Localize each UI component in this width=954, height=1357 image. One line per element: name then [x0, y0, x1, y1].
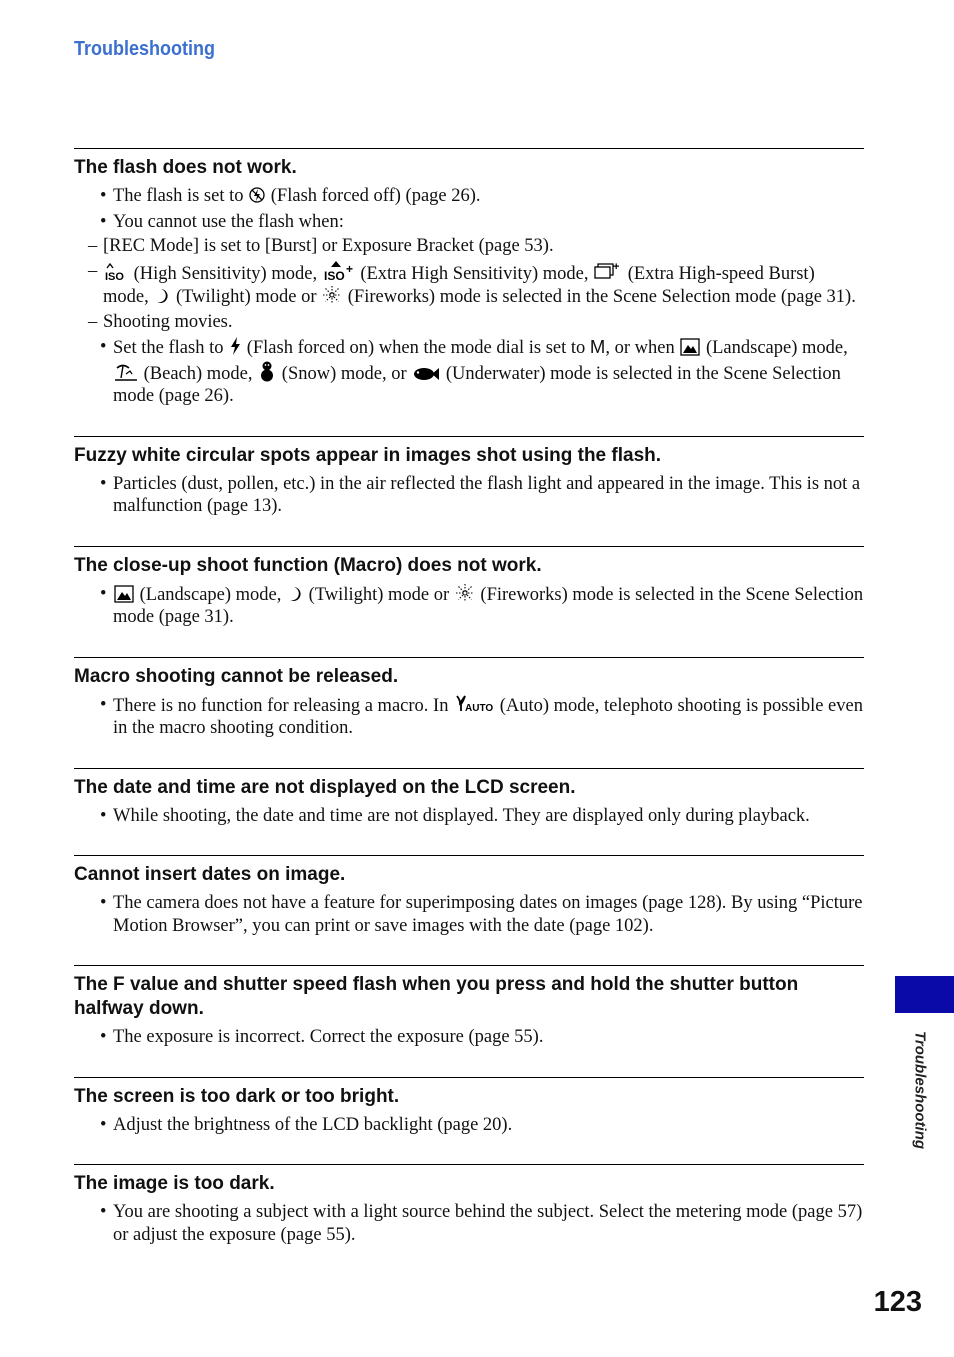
item-text: (Twilight) mode or: [171, 287, 322, 307]
sub-list-item: [103, 311, 864, 334]
item-text: The camera does not have a feature for superimposing dates on images (page 128). By using “Picture Motion Browser”, you can print or save images with the date (page 102).: [113, 893, 863, 936]
chapter-side-label: Troubleshooting: [911, 1030, 929, 1150]
item-text: (Fireworks) mode is selected in the Scene Selection mode (page 31).: [343, 287, 856, 307]
item-text: (Beach) mode,: [139, 363, 258, 384]
svg-text:+: +: [613, 260, 620, 273]
snow-icon: [258, 360, 276, 382]
item-text: You cannot use the flash when:: [113, 211, 344, 232]
item-text: (Landscape) mode,: [701, 338, 848, 358]
section-flash-does-not-work: [74, 148, 864, 408]
twilight-moon-icon: [154, 287, 170, 305]
section-heading: Cannot insert dates on image.: [74, 864, 346, 885]
item-text: (Extra High-speed Burst) mode,: [103, 263, 815, 307]
section-heading: The F value and shutter speed flash when you press and hold the shutter button halfway down.: [74, 974, 799, 1019]
list-item: [113, 1201, 864, 1246]
list-item: [113, 892, 864, 937]
landscape-icon: [680, 338, 700, 356]
item-text: Set the flash to: [113, 338, 229, 358]
svg-text:ISO: ISO: [323, 268, 345, 282]
section-heading: The date and time are not displayed on the LCD screen.: [74, 776, 576, 798]
bullet-list: [74, 473, 864, 518]
flash-off-icon: [249, 186, 265, 204]
list-item: [113, 473, 864, 518]
item-text: (Fireworks) mode is selected in the Scene Selection mode (page 31).: [113, 584, 864, 627]
sub-list-item: [103, 260, 864, 309]
item-text: Particles (dust, pollen, etc.) in the air reflected the flash light and appeared in the image. This is not a malfunction (page 13).: [113, 473, 861, 516]
item-text: The flash is set to: [113, 186, 249, 206]
section-heading: The image is too dark.: [74, 1173, 275, 1194]
item-text: You are shooting a subject with a light source behind the subject. Select the metering mode (page 57) or adjust the exposure (page 55).: [113, 1202, 863, 1245]
item-text: (Landscape) mode,: [135, 584, 287, 605]
auto-mode-icon: [454, 694, 494, 714]
sub-list: [88, 235, 864, 333]
extra-high-speed-burst-icon: [594, 260, 622, 282]
item-text: (Extra High Sensitivity) mode,: [355, 263, 594, 284]
bullet-list: [74, 583, 864, 629]
underwater-fish-icon: [412, 366, 440, 382]
list-item: [113, 1026, 864, 1049]
sub-list-item: [103, 235, 864, 258]
troubleshooting-content: [74, 148, 864, 1274]
chapter-tab-marker: [895, 976, 954, 1013]
item-text: (Auto) mode, telephoto shooting is possible even in the macro shooting condition.: [113, 695, 863, 738]
bullet-list: [74, 1201, 864, 1246]
section-cannot-insert-dates: [74, 855, 864, 937]
fireworks-icon: [322, 285, 342, 305]
bullet-list: [74, 1114, 864, 1137]
item-text: [REC Mode] is set to [Burst] or Exposure Bracket (page 53).: [103, 236, 554, 256]
bullet-list: [74, 1026, 864, 1049]
section-macro-cannot-be-released: [74, 657, 864, 740]
section-heading: Fuzzy white circular spots appear in images shot using the flash.: [74, 444, 662, 466]
item-text: (Snow) mode, or: [277, 363, 412, 384]
bullet-list: [74, 185, 864, 408]
item-text: Shooting movies.: [103, 311, 233, 332]
fireworks-icon: [455, 583, 475, 603]
bullet-list: [74, 892, 864, 937]
beach-icon: [114, 362, 138, 382]
section-heading: The close-up shoot function (Macro) does not work.: [74, 554, 542, 576]
item-text: (Twilight) mode or: [304, 584, 454, 605]
item-text: The exposure is incorrect. Correct the exposure (page 55).: [113, 1027, 544, 1047]
flash-forced-on-icon: [229, 336, 241, 356]
item-text: , or when: [605, 338, 680, 358]
page-number: 123: [873, 1286, 922, 1318]
item-text: (Underwater) mode is selected in the Scene Selection mode (page 26).: [113, 363, 841, 406]
list-item: [113, 185, 864, 208]
bullet-list: [74, 805, 864, 828]
section-image-too-dark: [74, 1164, 864, 1246]
item-text: Adjust the brightness of the LCD backlight (page 20).: [113, 1114, 513, 1135]
section-heading: The flash does not work.: [74, 157, 297, 178]
section-fuzzy-white-spots: [74, 436, 864, 518]
section-date-time-not-displayed: [74, 768, 864, 828]
landscape-icon: [114, 585, 134, 603]
svg-text:ISO: – ISO: [105, 270, 124, 282]
section-macro-does-not-work: [74, 546, 864, 629]
item-text: There is no function for releasing a macro. In: [113, 695, 454, 716]
svg-text:+: +: [345, 261, 353, 276]
list-item: [113, 694, 864, 740]
manual-mode-label: M: [589, 336, 606, 357]
high-sensitivity-iso-icon: [104, 262, 128, 282]
section-screen-too-dark-bright: [74, 1077, 864, 1137]
twilight-moon-icon: [287, 585, 303, 603]
list-item: [113, 336, 864, 408]
extra-high-sensitivity-iso-icon: [323, 260, 355, 282]
section-heading: Macro shooting cannot be released.: [74, 665, 399, 687]
bullet-list: [74, 694, 864, 740]
item-text: (Flash forced off) (page 26).: [266, 186, 481, 206]
item-text: While shooting, the date and time are not displayed. They are displayed only during playback.: [113, 805, 810, 826]
item-text: (High Sensitivity) mode,: [129, 263, 322, 284]
list-item: [113, 805, 864, 828]
section-f-value-shutter-flash: [74, 965, 864, 1049]
list-item: [113, 1114, 864, 1137]
section-heading: The screen is too dark or too bright.: [74, 1085, 400, 1107]
item-text: (Flash forced on) when the mode dial is set to: [242, 338, 590, 358]
list-item: [113, 583, 864, 629]
section-header-title: Troubleshooting: [74, 38, 215, 60]
svg-text:AUTO: AUTO: [465, 702, 494, 714]
list-item: [103, 211, 864, 334]
